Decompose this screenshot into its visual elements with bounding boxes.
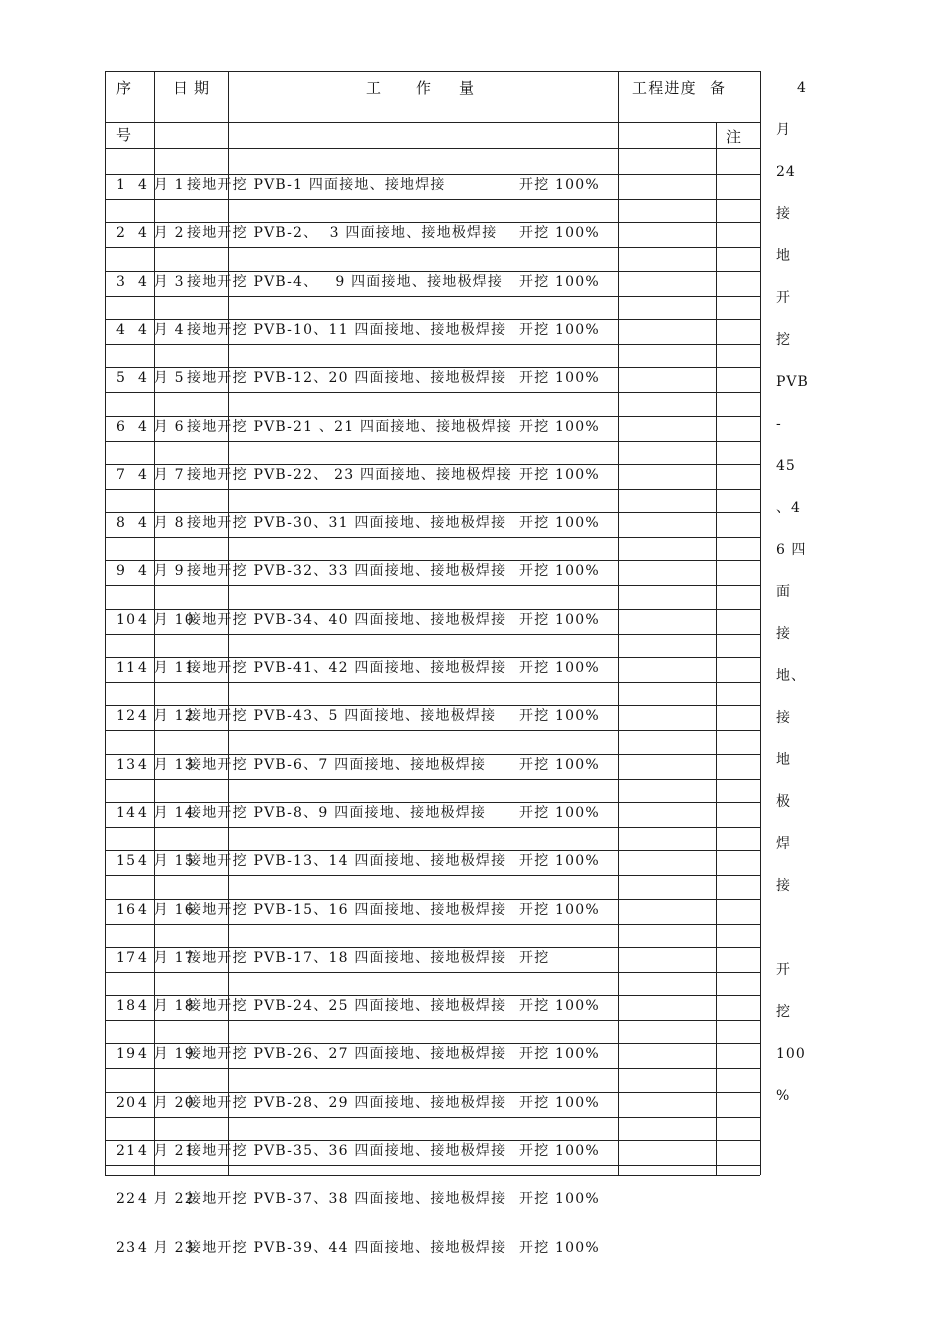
row-number: 6 (116, 419, 127, 435)
side-annotation-text: 24 (776, 164, 796, 180)
row-number: 14 (116, 805, 137, 821)
side-annotation-text: 6 四 (776, 542, 807, 558)
row-number: 4 (116, 322, 127, 338)
row-work: 接地开挖 PVB-28、29 四面接地、接地极焊接 (187, 1095, 507, 1111)
table-rule (105, 1165, 760, 1166)
row-date: 4 月 8 (138, 515, 185, 531)
row-work: 接地开挖 PVB-10、11 四面接地、接地极焊接 (187, 322, 507, 338)
row-number: 2 (116, 225, 127, 241)
side-annotation-text: 面 (776, 584, 791, 600)
table-rule (105, 947, 760, 948)
table-rule (105, 802, 760, 803)
row-number: 15 (116, 853, 137, 869)
row-number: 8 (116, 515, 127, 531)
row-number: 13 (116, 757, 137, 773)
table-rule (105, 995, 760, 996)
table-rule (105, 924, 760, 925)
row-date: 4 月 5 (138, 370, 185, 386)
table-rule (105, 730, 760, 731)
row-progress: 开挖 (519, 950, 550, 966)
table-rule (716, 122, 717, 1175)
row-progress: 开挖 100% (519, 1240, 600, 1256)
row-date: 4 月 11 (138, 660, 195, 676)
row-progress: 开挖 100% (519, 660, 600, 676)
row-date: 4 月 15 (138, 853, 195, 869)
row-work: 接地开挖 PVB-1 四面接地、接地焊接 (187, 177, 446, 193)
table-rule (105, 705, 760, 706)
header-work-2: 作 (416, 79, 433, 97)
row-work: 接地开挖 PVB-17、18 四面接地、接地极焊接 (187, 950, 507, 966)
side-annotation-text: 100 (776, 1046, 806, 1062)
side-annotation-text: 接 (776, 710, 791, 726)
table-rule (105, 1068, 760, 1069)
side-annotation-text: 4 (797, 80, 807, 96)
row-progress: 开挖 100% (519, 1191, 600, 1207)
table-rule (105, 682, 760, 683)
row-work: 接地开挖 PVB-2、 3 四面接地、接地极焊接 (187, 225, 498, 241)
side-annotation-text: - (776, 416, 782, 432)
row-date: 4 月 7 (138, 467, 185, 483)
row-progress: 开挖 100% (519, 902, 600, 918)
row-date: 4 月 2 (138, 225, 185, 241)
row-number: 10 (116, 612, 137, 628)
table-rule (105, 416, 760, 417)
table-rule (760, 71, 761, 1175)
header-no-top: 序 (116, 79, 133, 97)
row-number: 11 (116, 660, 137, 676)
side-annotation-text: 月 (776, 122, 791, 138)
row-number: 23 (116, 1240, 137, 1256)
table-rule (105, 148, 760, 149)
table-rule (105, 827, 760, 828)
table-rule (105, 319, 760, 320)
row-work: 接地开挖 PVB-6、7 四面接地、接地极焊接 (187, 757, 487, 773)
row-number: 21 (116, 1143, 137, 1159)
row-progress: 开挖 100% (519, 563, 600, 579)
side-annotation-text: 开 (776, 962, 791, 978)
row-progress: 开挖 100% (519, 370, 600, 386)
table-rule (105, 634, 760, 635)
side-annotation-text: 开 (776, 290, 791, 306)
row-number: 17 (116, 950, 137, 966)
table-rule (105, 850, 760, 851)
table-rule (618, 71, 619, 1175)
row-work: 接地开挖 PVB-32、33 四面接地、接地极焊接 (187, 563, 507, 579)
table-rule (105, 537, 760, 538)
header-work-1: 工 (366, 79, 383, 97)
row-work: 接地开挖 PVB-37、38 四面接地、接地极焊接 (187, 1191, 507, 1207)
header-progress: 工程进度 (632, 79, 697, 97)
table-rule (105, 222, 760, 223)
table-rule (105, 271, 760, 272)
row-progress: 开挖 100% (519, 467, 600, 483)
row-work: 接地开挖 PVB-24、25 四面接地、接地极焊接 (187, 998, 507, 1014)
row-work: 接地开挖 PVB-12、20 四面接地、接地极焊接 (187, 370, 507, 386)
table-rule (105, 344, 760, 345)
side-annotation-text: 接 (776, 206, 791, 222)
row-work: 接地开挖 PVB-8、9 四面接地、接地极焊接 (187, 805, 487, 821)
row-date: 4 月 13 (138, 757, 195, 773)
table-rule (105, 392, 760, 393)
row-date: 4 月 23 (138, 1240, 195, 1256)
side-annotation-text: 45 (776, 458, 796, 474)
row-work: 接地开挖 PVB-34、40 四面接地、接地极焊接 (187, 612, 507, 628)
table-rule (105, 1092, 760, 1093)
row-number: 16 (116, 902, 137, 918)
row-work: 接地开挖 PVB-26、27 四面接地、接地极焊接 (187, 1046, 507, 1062)
side-annotation-text: 地 (776, 752, 791, 768)
table-rule (105, 512, 760, 513)
row-date: 4 月 20 (138, 1095, 195, 1111)
row-date: 4 月 12 (138, 708, 195, 724)
row-progress: 开挖 100% (519, 1095, 600, 1111)
table-rule (105, 899, 760, 900)
row-number: 19 (116, 1046, 137, 1062)
table-rule (105, 367, 760, 368)
row-date: 4 月 3 (138, 274, 185, 290)
side-annotation-text: % (776, 1088, 791, 1104)
table-rule (105, 779, 760, 780)
row-progress: 开挖 100% (519, 419, 600, 435)
side-annotation-text: 地 (776, 248, 791, 264)
row-date: 4 月 17 (138, 950, 195, 966)
row-progress: 开挖 100% (519, 1143, 600, 1159)
side-annotation-text: 接 (776, 626, 791, 642)
row-work: 接地开挖 PVB-30、31 四面接地、接地极焊接 (187, 515, 507, 531)
side-annotation-text: 挖 (776, 1004, 791, 1020)
row-work: 接地开挖 PVB-4、 9 四面接地、接地极焊接 (187, 274, 504, 290)
row-progress: 开挖 100% (519, 757, 600, 773)
header-remark-top: 备 (710, 79, 727, 97)
row-work: 接地开挖 PVB-13、14 四面接地、接地极焊接 (187, 853, 507, 869)
side-annotation-text: 挖 (776, 332, 791, 348)
row-number: 18 (116, 998, 137, 1014)
table-rule (105, 657, 760, 658)
table-rule (105, 199, 760, 200)
row-work: 接地开挖 PVB-43、5 四面接地、接地极焊接 (187, 708, 497, 724)
row-number: 5 (116, 370, 127, 386)
row-date: 4 月 21 (138, 1143, 195, 1159)
table-rule (105, 560, 760, 561)
row-progress: 开挖 100% (519, 515, 600, 531)
header-work-3: 量 (459, 79, 476, 97)
table-rule (105, 489, 760, 490)
row-date: 4 月 14 (138, 805, 195, 821)
row-date: 4 月 6 (138, 419, 185, 435)
row-number: 9 (116, 563, 127, 579)
side-annotation-text: 地、 (776, 668, 806, 684)
row-number: 7 (116, 467, 127, 483)
table-rule (105, 754, 760, 755)
row-work: 接地开挖 PVB-22、 23 四面接地、接地极焊接 (187, 467, 512, 483)
side-annotation-text: 焊 (776, 836, 791, 852)
table-rule (105, 441, 760, 442)
table-rule (105, 1020, 760, 1021)
table-rule (105, 464, 760, 465)
row-progress: 开挖 100% (519, 1046, 600, 1062)
table-rule (105, 609, 760, 610)
table-rule (105, 247, 760, 248)
row-work: 接地开挖 PVB-39、44 四面接地、接地极焊接 (187, 1240, 507, 1256)
row-number: 12 (116, 708, 137, 724)
table-rule (105, 585, 760, 586)
table-rule (105, 1117, 760, 1118)
side-annotation-text: 接 (776, 878, 791, 894)
side-annotation-text: PVB (776, 374, 809, 390)
header-date: 日期 (173, 79, 216, 97)
row-number: 3 (116, 274, 127, 290)
row-date: 4 月 1 (138, 177, 185, 193)
row-progress: 开挖 100% (519, 322, 600, 338)
table-rule (105, 1043, 760, 1044)
row-progress: 开挖 100% (519, 708, 600, 724)
row-work: 接地开挖 PVB-21 、21 四面接地、接地极焊接 (187, 419, 512, 435)
table-rule (105, 122, 760, 123)
side-annotation-text: 极 (776, 794, 791, 810)
row-date: 4 月 4 (138, 322, 185, 338)
row-number: 1 (116, 177, 127, 193)
header-remark-bottom: 注 (726, 128, 743, 146)
row-work: 接地开挖 PVB-41、42 四面接地、接地极焊接 (187, 660, 507, 676)
row-work: 接地开挖 PVB-15、16 四面接地、接地极焊接 (187, 902, 507, 918)
row-progress: 开挖 100% (519, 177, 600, 193)
table-rule (105, 972, 760, 973)
row-progress: 开挖 100% (519, 274, 600, 290)
row-date: 4 月 16 (138, 902, 195, 918)
side-annotation-text: 、4 (776, 500, 801, 516)
row-number: 20 (116, 1095, 137, 1111)
table-rule (105, 174, 760, 175)
table-rule (105, 71, 760, 72)
table-rule (105, 296, 760, 297)
row-date: 4 月 19 (138, 1046, 195, 1062)
row-date: 4 月 18 (138, 998, 195, 1014)
table-rule (105, 71, 106, 1175)
row-date: 4 月 10 (138, 612, 195, 628)
row-progress: 开挖 100% (519, 225, 600, 241)
table-rule (105, 875, 760, 876)
row-date: 4 月 9 (138, 563, 185, 579)
table-rule (105, 1175, 760, 1176)
row-work: 接地开挖 PVB-35、36 四面接地、接地极焊接 (187, 1143, 507, 1159)
row-date: 4 月 22 (138, 1191, 195, 1207)
header-no-bottom: 号 (116, 126, 133, 144)
row-progress: 开挖 100% (519, 612, 600, 628)
row-progress: 开挖 100% (519, 853, 600, 869)
row-number: 22 (116, 1191, 137, 1207)
row-progress: 开挖 100% (519, 998, 600, 1014)
table-rule (105, 1140, 760, 1141)
row-progress: 开挖 100% (519, 805, 600, 821)
